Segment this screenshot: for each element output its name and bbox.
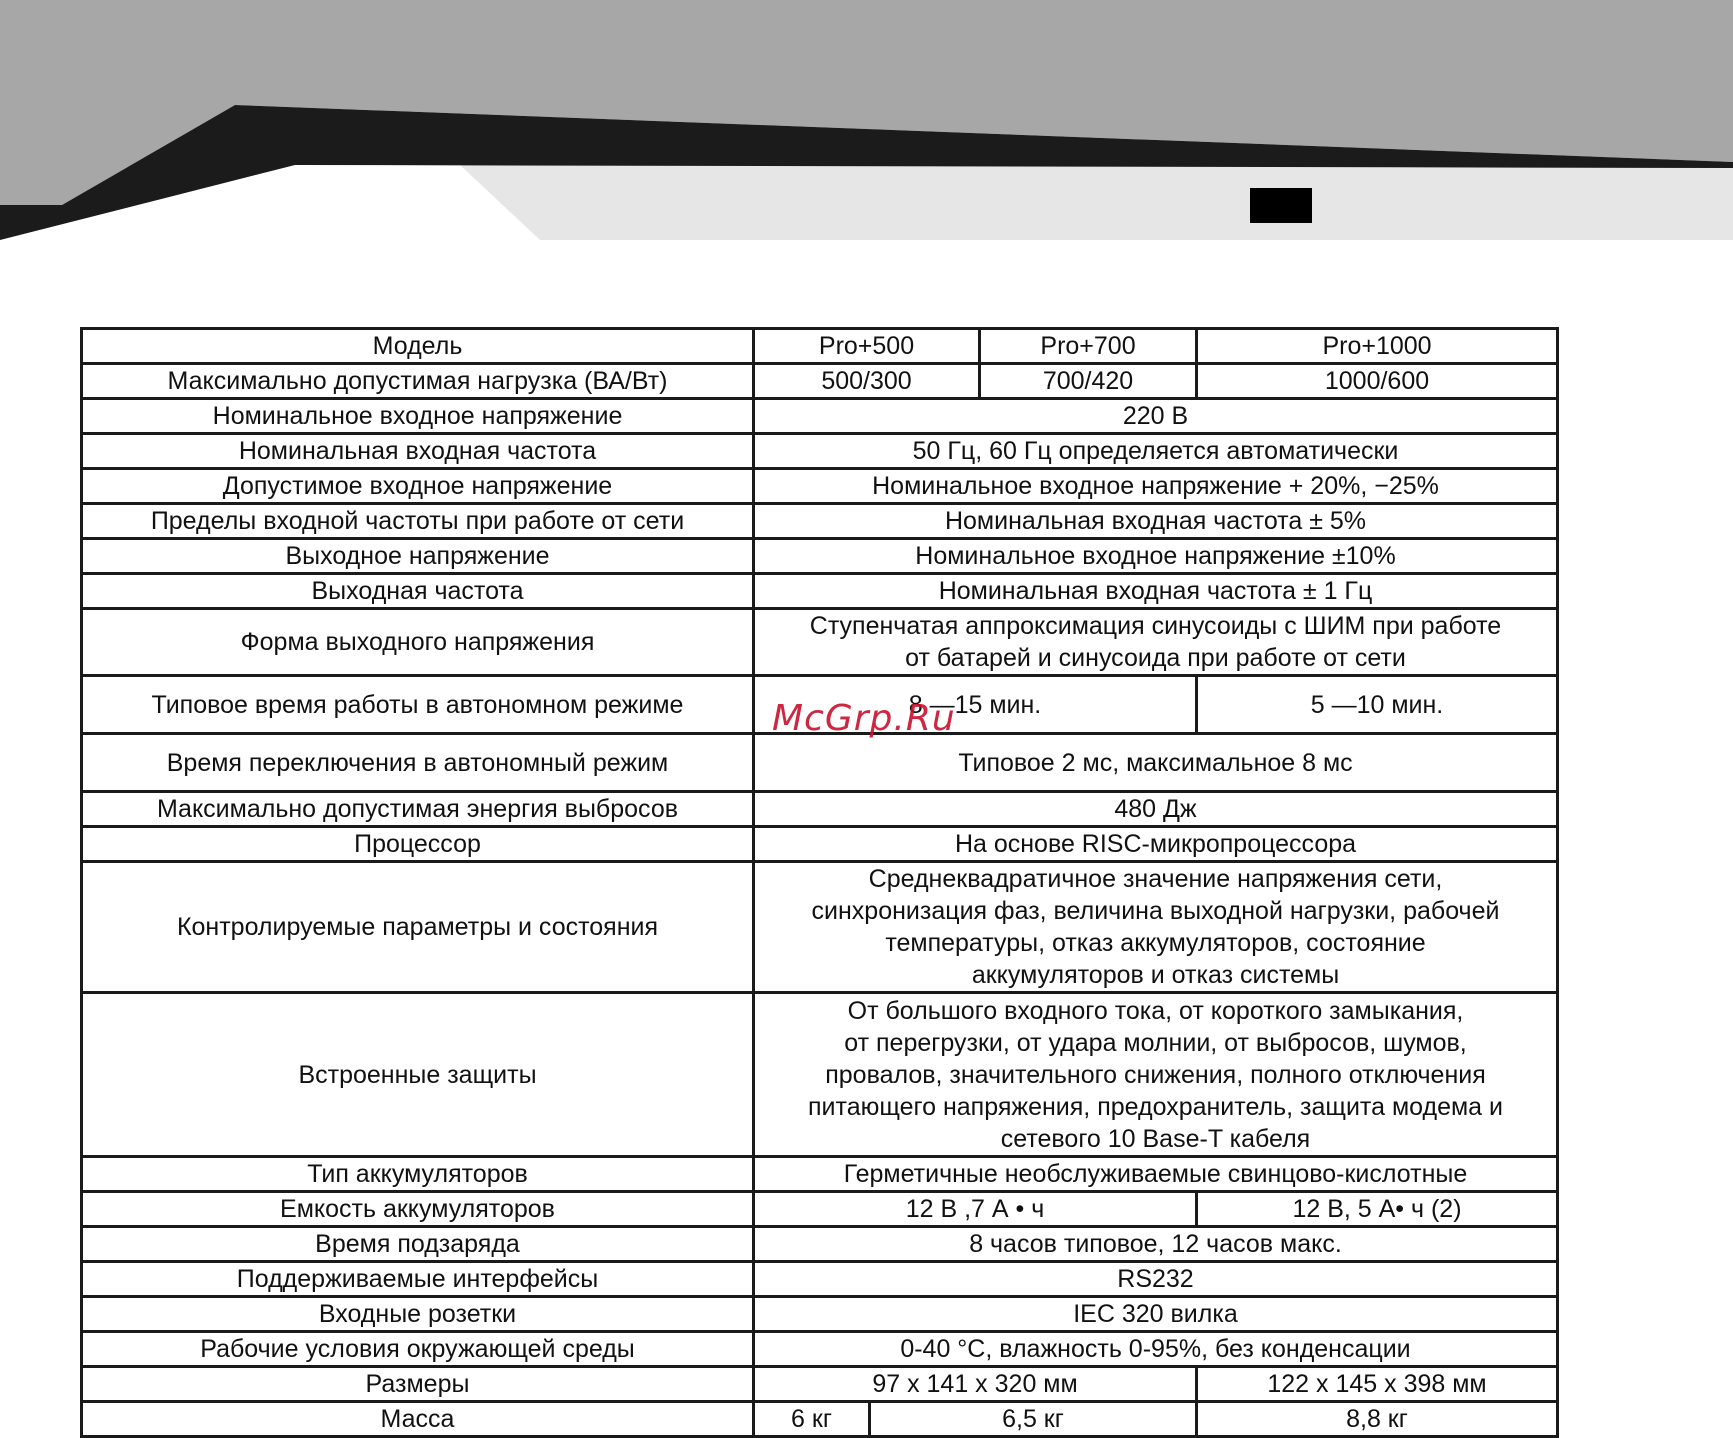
cell-value: Герметичные необслуживаемые свинцово-кислотные (754, 1157, 1558, 1192)
text-line: сетевого 10 Base-T кабеля (1000, 1124, 1311, 1153)
table-row (82, 1192, 1558, 1227)
row-label: Процессор (82, 827, 754, 862)
row-label: Контролируемые параметры и состояния (82, 862, 754, 993)
cell-value: Номинальная входная частота ± 1 Гц (754, 574, 1558, 609)
model-pro700: Pro+700 (980, 329, 1197, 364)
row-label: Рабочие условия окружающей среды (82, 1332, 754, 1367)
page-tab-marker (1250, 188, 1312, 223)
cell-value: 97 х 141 х 320 мм (754, 1367, 1197, 1402)
cell-value: 50 Гц, 60 Гц определяется автоматически (754, 434, 1558, 469)
table-row (82, 1227, 1558, 1262)
model-label: Модель (82, 329, 754, 364)
text-line: От большого входного тока, от короткого замыкания, (847, 996, 1464, 1025)
row-label: Максимально допустимая энергия выбросов (82, 792, 754, 827)
cell-value: 122 х 145 х 398 мм (1197, 1367, 1558, 1402)
table-row (82, 469, 1558, 504)
cell-value: 1000/600 (1197, 364, 1558, 399)
row-label: Пределы входной частоты при работе от сети (82, 504, 754, 539)
cell-value: 12 В, 5 А• ч (2) (1197, 1192, 1558, 1227)
cell-value: 6,5 кг (870, 1402, 1197, 1437)
text-line: Среднеквадратичное значение напряжения сети, (868, 865, 1443, 893)
cell-value: Номинальное входное напряжение ±10% (754, 539, 1558, 574)
cell-value-multiline (754, 862, 1558, 993)
row-label: Поддерживаемые интерфейсы (82, 1262, 754, 1297)
cell-value: 8 часов типовое, 12 часов макс. (754, 1227, 1558, 1262)
row-label: Масса (82, 1402, 754, 1437)
row-label: Входные розетки (82, 1297, 754, 1332)
table-row (82, 862, 1558, 993)
row-label: Максимально допустимая нагрузка (ВА/Вт) (82, 364, 754, 399)
cell-value-multiline (754, 993, 1558, 1157)
table-row (82, 504, 1558, 539)
cell-value: 12 В ,7 А • ч (754, 1192, 1197, 1227)
text-line: Ступенчатая аппроксимация синусоиды с ШИМ при работе (809, 612, 1502, 640)
table-row (82, 1367, 1558, 1402)
text-line: питающего напряжения, предохранитель, защита модема и (808, 1092, 1503, 1121)
row-label: Номинальная входная частота (82, 434, 754, 469)
table-row (82, 792, 1558, 827)
cell-value: Типовое 2 мс, максимальное 8 мс (754, 734, 1558, 792)
watermark-text: McGrp.Ru (772, 698, 956, 739)
table-row (82, 1157, 1558, 1192)
table-row (82, 1297, 1558, 1332)
cell-value: 500/300 (754, 364, 980, 399)
row-label: Тип аккумуляторов (82, 1157, 754, 1192)
table-row (82, 399, 1558, 434)
header-banner (0, 0, 1733, 240)
row-label: Номинальное входное напряжение (82, 399, 754, 434)
text-line: температуры, отказ аккумуляторов, состояние (885, 929, 1426, 957)
table-row (82, 539, 1558, 574)
cell-value: 8,8 кг (1197, 1402, 1558, 1437)
row-label: Выходное напряжение (82, 539, 754, 574)
cell-value: 8 —15 мин. (754, 676, 1197, 734)
table-row (82, 993, 1558, 1157)
header-light-band (460, 165, 1733, 240)
cell-value-multiline (754, 609, 1558, 676)
row-label: Встроенные защиты (82, 993, 754, 1157)
cell-value: 220 В (754, 399, 1558, 434)
cell-value: IEC 320 вилка (754, 1297, 1558, 1332)
cell-value: 6 кг (754, 1402, 870, 1437)
table-row (82, 676, 1558, 734)
model-pro1000: Pro+1000 (1197, 329, 1558, 364)
text-line: от перегрузки, от удара молнии, от выбросов, шумов, (844, 1028, 1467, 1057)
cell-value: 700/420 (980, 364, 1197, 399)
cell-value: На основе RISC-микропроцессора (754, 827, 1558, 862)
table-row (82, 827, 1558, 862)
text-line: аккумуляторов и отказ системы (971, 961, 1340, 989)
cell-value: 480 Дж (754, 792, 1558, 827)
model-pro500: Pro+500 (754, 329, 980, 364)
row-label: Выходная частота (82, 574, 754, 609)
row-label: Допустимое входное напряжение (82, 469, 754, 504)
text-line: синхронизация фаз, величина выходной нагрузки, рабочей (811, 897, 1500, 925)
row-label: Размеры (82, 1367, 754, 1402)
row-label: Время переключения в автономный режим (82, 734, 754, 792)
table-row (82, 734, 1558, 792)
text-line: провалов, значительного снижения, полного отключения (825, 1060, 1486, 1089)
table-row (82, 364, 1558, 399)
table-row (82, 1332, 1558, 1367)
cell-value: 0-40 °С, влажность 0-95%, без конденсации (754, 1332, 1558, 1367)
cell-value: RS232 (754, 1262, 1558, 1297)
table-row (82, 1402, 1558, 1437)
text-line: от батарей и синусоида при работе от сети (905, 644, 1406, 672)
row-label: Время подзаряда (82, 1227, 754, 1262)
cell-value: Номинальное входное напряжение + 20%, −25% (754, 469, 1558, 504)
table-row (82, 609, 1558, 676)
table-row (82, 329, 1558, 364)
table-row (82, 1262, 1558, 1297)
table-row (82, 434, 1558, 469)
cell-value: 5 —10 мин. (1197, 676, 1558, 734)
row-label: Форма выходного напряжения (82, 609, 754, 676)
row-label: Типовое время работы в автономном режиме (82, 676, 754, 734)
table-row (82, 574, 1558, 609)
cell-value: Номинальная входная частота ± 5% (754, 504, 1558, 539)
row-label: Емкость аккумуляторов (82, 1192, 754, 1227)
spec-table (80, 327, 1559, 1438)
